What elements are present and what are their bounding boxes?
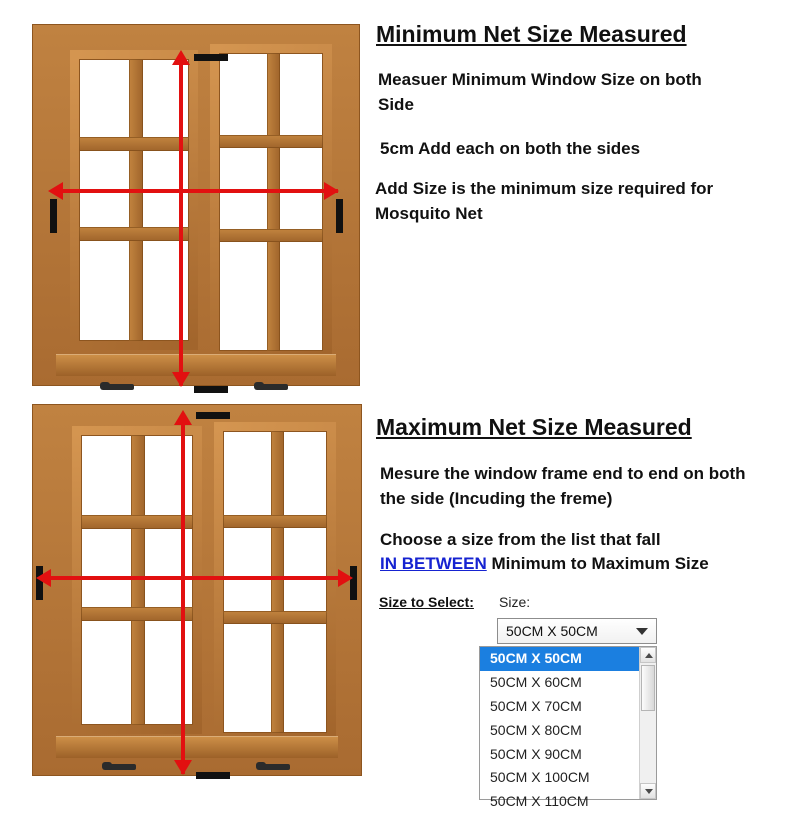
left-sash-mullion-horizontal-2 [79,227,189,241]
right-sash-max-mullion-horizontal-2 [223,611,327,624]
size-option-list[interactable] [480,647,656,814]
minimum-instruction-2: 5cm Add each on both the sides [380,139,641,158]
size-select-value: 50CM X 50CM [506,623,598,639]
measure-arrowhead-left-max [36,569,51,587]
window-sill [56,354,336,376]
in-between-highlight: IN BETWEEN [380,554,487,573]
window-handle-right-max [260,764,290,770]
size-option-0[interactable]: 50CM X 50CM [480,647,656,671]
left-sash-max-mullion-horizontal-1 [81,515,193,529]
measure-endcap-left [50,199,57,233]
minimum-instruction-3: Add Size is the minimum size required for Mosquito Net [375,179,714,223]
right-sash-max-mullion-vertical [271,431,284,733]
right-sash-mullion-vertical [267,53,280,351]
window-illustration-maximum [32,404,362,776]
size-option-3[interactable]: 50CM X 80CM [490,721,582,738]
measure-arrowhead-up [172,50,190,65]
measure-endcap-top-max [196,412,230,419]
section-title-minimum: Minimum Net Size Measured [376,21,687,47]
measure-arrowhead-down [172,372,190,387]
window-right-sash [210,44,332,360]
left-sash-max-mullion-horizontal-2 [81,607,193,621]
size-option-5[interactable]: 50CM X 100CM [490,769,590,786]
measure-arrowhead-right-max [338,569,353,587]
maximum-instruction-1: Mesure the window frame end to end on both the side (Incuding the freme) [380,464,746,508]
window-illustration-minimum [32,24,360,386]
measure-arrowhead-up-max [174,410,192,425]
size-option-4[interactable]: 50CM X 90CM [490,745,582,762]
right-sash-max-mullion-horizontal-1 [223,515,327,528]
chevron-down-icon[interactable] [636,628,648,635]
size-option-6[interactable]: 50CM X 110CM [490,793,589,810]
left-sash-mullion-horizontal-1 [79,137,189,151]
scrollbar-thumb[interactable] [641,665,655,711]
minimum-instruction-1: Measuer Minimum Window Size on both Side [378,70,702,114]
in-between-tail: Minimum to Maximum Size [486,554,709,573]
measure-arrow-horizontal-max [42,576,350,580]
measure-endcap-bottom [194,386,228,393]
window-handle-left-max [106,764,136,770]
measure-endcap-bottom-max [196,772,230,779]
measure-arrow-vertical-max [181,416,185,774]
scroll-down-arrow-icon[interactable] [640,783,656,799]
window-handle-right [258,384,288,390]
size-option-1[interactable]: 50CM X 60CM [490,673,582,690]
right-sash-mullion-horizontal-2 [219,229,323,242]
left-sash-max-mullion-vertical [131,435,145,725]
measure-arrow-horizontal [54,189,338,193]
scroll-up-arrow-icon[interactable] [640,647,656,663]
window-handle-left [104,384,134,390]
left-sash-mullion-vertical [129,59,143,341]
measure-arrowhead-down-max [174,760,192,775]
window-sill-max [56,736,338,758]
size-to-select-label: Size to Select: [379,594,474,610]
right-sash-mullion-horizontal-1 [219,135,323,148]
size-select-dropdown[interactable] [479,646,657,810]
size-field-label: Size: [499,594,531,610]
size-option-2[interactable]: 50CM X 70CM [490,697,582,714]
maximum-instruction-3 [380,552,780,577]
measure-endcap-right [336,199,343,233]
section-title-maximum: Maximum Net Size Measured [376,414,692,440]
measure-endcap-top [194,54,228,61]
measure-arrowhead-left [48,182,63,200]
size-select[interactable] [497,618,657,644]
maximum-instruction-2: Choose a size from the list that fall [380,530,661,549]
window-right-sash-max [214,422,336,742]
measure-arrowhead-right [324,182,339,200]
dropdown-scrollbar[interactable] [639,647,656,799]
measure-arrow-vertical [179,56,183,386]
